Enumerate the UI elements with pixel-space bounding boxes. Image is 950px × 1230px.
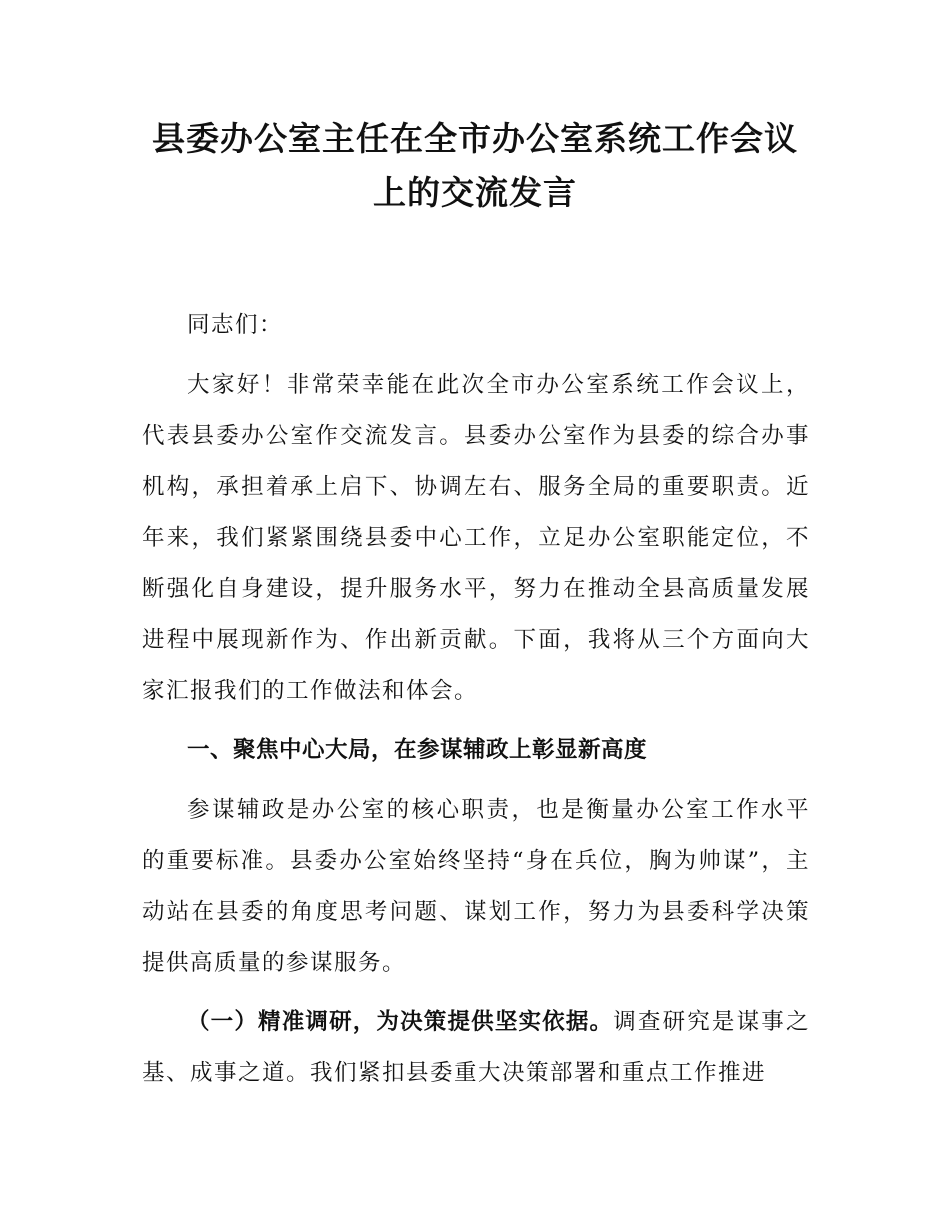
salutation: 同志们： [187, 312, 284, 338]
subsection-1-lead: （一）精准调研，为决策提供坚实依据。 [187, 1009, 614, 1035]
section-1-heading: 一、聚焦中心大局，在参谋辅政上彰显新高度 [187, 737, 648, 763]
subsection-1-text: 调查研究是谋事之基、成事之道。我们紧扣县委重大决策部署和重点工作推进 [142, 1009, 810, 1086]
title-line-1: 县委办公室主任在全市办公室系统工作会议 [152, 119, 798, 158]
document-title [100, 112, 850, 220]
subsection-1-paragraph [142, 997, 810, 1099]
title-line-2: 上的交流发言 [373, 173, 577, 212]
section-1-paragraph: 参谋辅政是办公室的核心职责，也是衡量办公室工作水平的重要标准。县委办公室始终坚持“身在兵位，胸为帅谋”，主动站在县委的角度思考问题、谋划工作，努力为县委科学决策提供高质量的参谋服务。 [142, 796, 810, 976]
intro-paragraph: 大家好！非常荣幸能在此次全市办公室系统工作会议上，代表县委办公室作交流发言。县委办公室作为县委的综合办事机构，承担着承上启下、协调左右、服务全局的重要职责。近年来，我们紧紧围绕县委中心工作，立足办公室职能定位，不断强化自身建设，提升服务水平，努力在推动全县高质量发展进程中展现新作为、作出新贡献。下面，我将从三个方面向大家汇报我们的工作做法和体会。 [142, 371, 810, 704]
document-body [142, 300, 810, 1108]
